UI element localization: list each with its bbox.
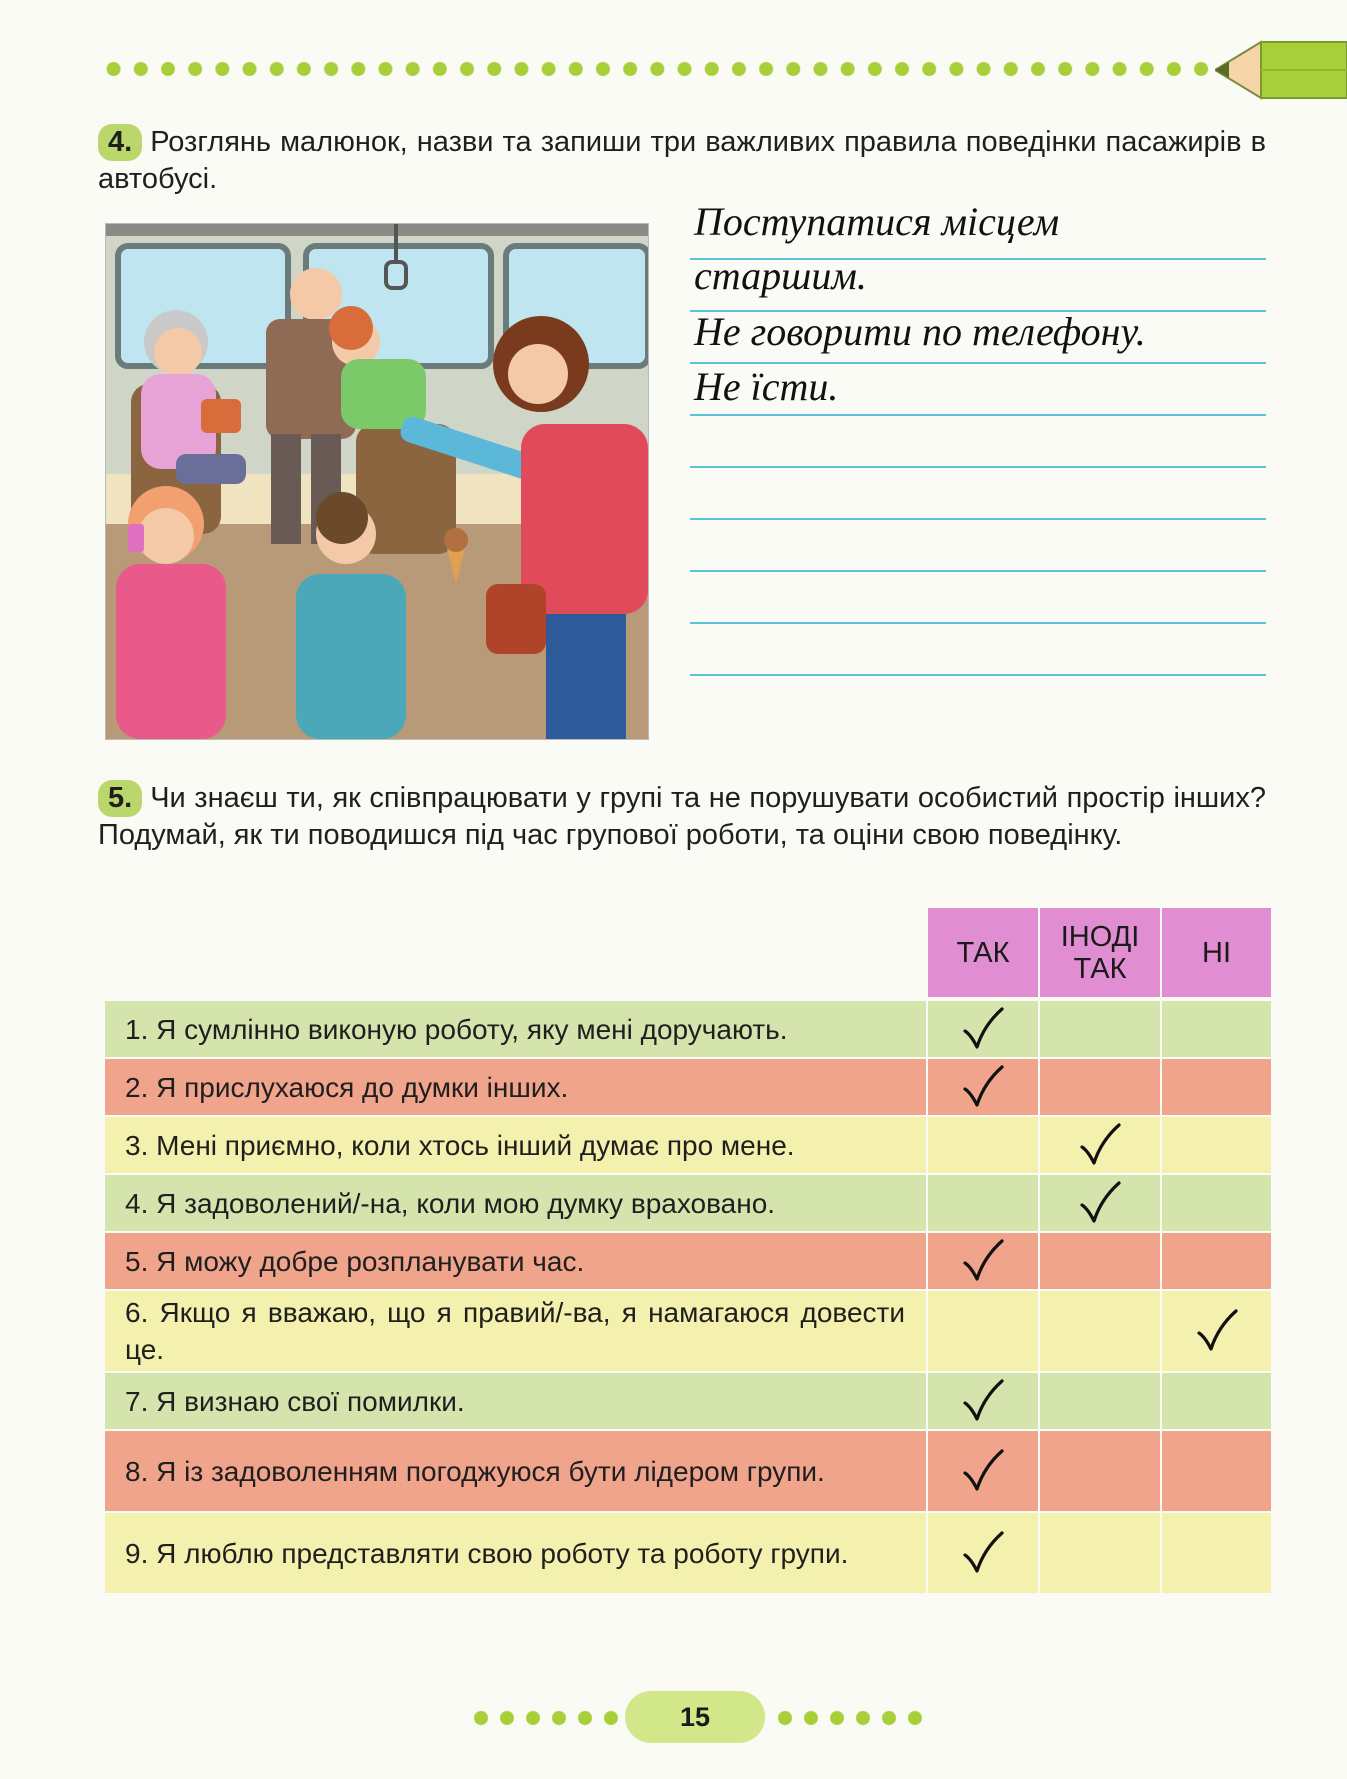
answer-line: [690, 622, 1266, 624]
answer-cell-sometimes[interactable]: [1040, 1059, 1160, 1115]
statement-text-wrap: [125, 1001, 905, 1057]
answer-cell-sometimes[interactable]: [1040, 1233, 1160, 1289]
table-row: [105, 1233, 1271, 1289]
pencil-icon: [1215, 38, 1347, 102]
statement-cell: [105, 1431, 926, 1511]
statement-text-wrap: [125, 1233, 905, 1289]
answer-cell-no[interactable]: [1162, 1117, 1271, 1173]
answer-line: [690, 414, 1266, 416]
answer-cell-yes[interactable]: [928, 1513, 1038, 1593]
answer-cell-yes[interactable]: [928, 1001, 1038, 1057]
statement-cell: [105, 1059, 926, 1115]
answer-line: [690, 570, 1266, 572]
statement-text: 3. Мені приємно, коли хтось інший думає про мене.: [125, 1129, 795, 1161]
answer-line: [690, 518, 1266, 520]
statement-text-wrap: [125, 1059, 905, 1115]
table-row: [105, 1513, 1271, 1593]
answer-cell-no[interactable]: [1162, 1513, 1271, 1593]
statement-text-wrap: [125, 1291, 905, 1371]
exercise-4-prompt: [98, 124, 1266, 198]
statement-cell: [105, 1513, 926, 1593]
statement-text-wrap: [125, 1117, 905, 1173]
table-row: [105, 1175, 1271, 1231]
answer-cell-no[interactable]: [1162, 1373, 1271, 1429]
statement-cell: [105, 1233, 926, 1289]
answer-cell-sometimes[interactable]: [1040, 1291, 1160, 1371]
handwritten-answer-1: Поступатися місцем: [694, 199, 1060, 244]
column-header-no: НІ: [1162, 908, 1271, 997]
handwritten-answer-3: Не їсти.: [694, 364, 839, 409]
statement-text: 4. Я задоволений/-на, коли мою думку враховано.: [125, 1187, 776, 1219]
table-row: [105, 1373, 1271, 1429]
checkmark-icon: [962, 1531, 1004, 1575]
table-row: [105, 1431, 1271, 1511]
answer-cell-no[interactable]: [1162, 1233, 1271, 1289]
statement-text: 7. Я визнаю свої помилки.: [125, 1385, 465, 1417]
checkmark-icon: [1196, 1309, 1238, 1353]
exercise-4-answer-area: [690, 200, 1266, 690]
answer-cell-sometimes[interactable]: [1040, 1513, 1160, 1593]
checkmark-icon: [1079, 1123, 1121, 1167]
answer-cell-sometimes[interactable]: [1040, 1175, 1160, 1231]
bus-passengers-illustration: [105, 223, 649, 740]
statement-cell: [105, 1175, 926, 1231]
table-row: [105, 1291, 1271, 1371]
checkmark-icon: [1079, 1181, 1121, 1225]
answer-cell-yes[interactable]: [928, 1233, 1038, 1289]
answer-cell-yes[interactable]: [928, 1059, 1038, 1115]
checkmark-icon: [962, 1239, 1004, 1283]
exercise-4-number: 4.: [98, 124, 142, 161]
checkmark-icon: [962, 1449, 1004, 1493]
statement-text: 2. Я прислухаюся до думки інших.: [125, 1071, 569, 1103]
answer-line: [690, 674, 1266, 676]
statement-cell: [105, 1117, 926, 1173]
statement-text: 6. Якщо я вважаю, що я правий/-ва, я намагаюся довести це.: [125, 1297, 905, 1365]
statement-text: 9. Я люблю представляти свою роботу та роботу групи.: [125, 1537, 849, 1569]
answer-cell-yes[interactable]: [928, 1373, 1038, 1429]
exercise-5-number: 5.: [98, 780, 142, 817]
answer-cell-yes[interactable]: [928, 1175, 1038, 1231]
answer-cell-yes[interactable]: [928, 1117, 1038, 1173]
table-row: [105, 1001, 1271, 1057]
statement-cell: [105, 1291, 926, 1371]
answer-cell-sometimes[interactable]: [1040, 1431, 1160, 1511]
answer-line: [690, 466, 1266, 468]
statement-text: 8. Я із задоволенням погоджуюся бути лідером групи.: [125, 1455, 825, 1487]
exercise-4-text: Розглянь малюнок, назви та запиши три важливих правила поведінки пасажирів в автобусі.: [98, 126, 1266, 195]
statement-cell: [105, 1373, 926, 1429]
answer-cell-no[interactable]: [1162, 1059, 1271, 1115]
column-header-sometimes: ІНОДІ ТАК: [1040, 908, 1160, 997]
bottom-dotted-rule-right: [772, 1710, 922, 1726]
statement-text-wrap: [125, 1373, 905, 1429]
answer-cell-no[interactable]: [1162, 1175, 1271, 1231]
answer-cell-no[interactable]: [1162, 1291, 1271, 1371]
statement-text: 1. Я сумлінно виконую роботу, яку мені доручають.: [125, 1013, 788, 1045]
answer-cell-sometimes[interactable]: [1040, 1001, 1160, 1057]
checkmark-icon: [962, 1007, 1004, 1051]
column-header-yes: ТАК: [928, 908, 1038, 997]
table-row: [105, 1059, 1271, 1115]
statement-cell: [105, 1001, 926, 1057]
answer-cell-sometimes[interactable]: [1040, 1117, 1160, 1173]
answer-cell-sometimes[interactable]: [1040, 1373, 1160, 1429]
top-dotted-rule: [100, 60, 1220, 78]
exercise-5-prompt: [98, 780, 1266, 854]
handwritten-answer-2: Не говорити по телефону.: [694, 309, 1146, 354]
handwritten-answer-1-cont: старшим.: [694, 253, 867, 298]
checkmark-icon: [962, 1379, 1004, 1423]
answer-cell-no[interactable]: [1162, 1001, 1271, 1057]
answer-cell-yes[interactable]: [928, 1291, 1038, 1371]
statement-text: 5. Я можу добре розпланувати час.: [125, 1245, 585, 1277]
table-row: [105, 1117, 1271, 1173]
bottom-dotted-rule-left: [468, 1710, 618, 1726]
statement-text-wrap: [125, 1175, 905, 1231]
answer-cell-yes[interactable]: [928, 1431, 1038, 1511]
statement-text-wrap: [125, 1513, 905, 1593]
checkmark-icon: [962, 1065, 1004, 1109]
page-number: 15: [625, 1691, 765, 1743]
answer-cell-no[interactable]: [1162, 1431, 1271, 1511]
exercise-5-text: Чи знаєш ти, як співпрацювати у групі та не порушувати особистий простір інших? Подумай, як ти поводишся під час групової роботи, та оціни свою поведінку.: [98, 782, 1266, 851]
statement-text-wrap: [125, 1431, 905, 1511]
